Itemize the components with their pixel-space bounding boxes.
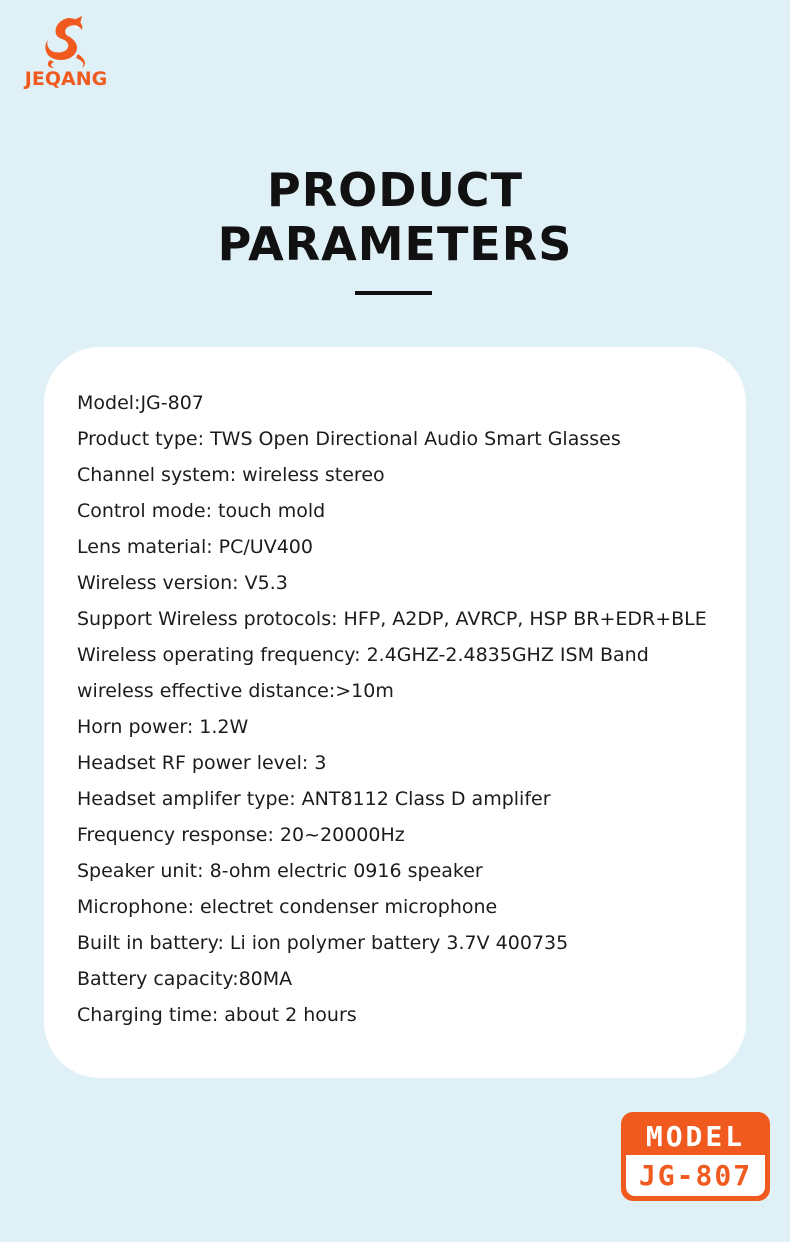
- parameter-item: Control mode: touch mold: [77, 500, 326, 522]
- parameter-item: Headset RF power level: 3: [77, 752, 327, 774]
- parameters-list: [77, 385, 707, 1033]
- parameter-item: Headset amplifer type: ANT8112 Class D amplifer: [77, 788, 551, 810]
- brand-name: JEQANG: [24, 68, 108, 90]
- title-divider: [355, 291, 432, 295]
- parameter-item: Built in battery: Li ion polymer battery 3.7V 400735: [77, 932, 569, 954]
- parameter-item: Support Wireless protocols: HFP, A2DP, AVRCP, HSP BR+EDR+BLE: [77, 608, 707, 630]
- parameters-card: [44, 347, 746, 1078]
- parameter-item: Battery capacity:80MA: [77, 968, 293, 990]
- page-title-line-2: PARAMETERS: [217, 217, 573, 271]
- parameter-item: Horn power: 1.2W: [77, 716, 249, 738]
- parameter-item: Wireless operating frequency: 2.4GHZ-2.4835GHZ ISM Band: [77, 644, 649, 666]
- brand-logo: [18, 14, 114, 94]
- parameter-item: Charging time: about 2 hours: [77, 1004, 357, 1026]
- dragon-icon: [38, 14, 94, 70]
- parameter-item: wireless effective distance:>10m: [77, 680, 394, 702]
- parameter-item: Speaker unit: 8-ohm electric 0916 speaker: [77, 860, 483, 882]
- parameter-item: Microphone: electret condenser microphone: [77, 896, 498, 918]
- model-badge: [621, 1112, 770, 1201]
- model-badge-label: MODEL: [645, 1120, 746, 1153]
- model-badge-value: JG-807: [638, 1159, 753, 1192]
- parameter-item: Model:JG-807: [77, 392, 204, 414]
- page-title-line-1: PRODUCT: [267, 163, 523, 217]
- model-badge-value-box: [626, 1155, 765, 1196]
- parameter-item: Product type: TWS Open Directional Audio Smart Glasses: [77, 428, 621, 450]
- parameter-item: Frequency response: 20~20000Hz: [77, 824, 405, 846]
- page-title: [0, 163, 790, 271]
- parameter-item: Wireless version: V5.3: [77, 572, 288, 594]
- parameter-item: Lens material: PC/UV400: [77, 536, 313, 558]
- parameter-item: Channel system: wireless stereo: [77, 464, 385, 486]
